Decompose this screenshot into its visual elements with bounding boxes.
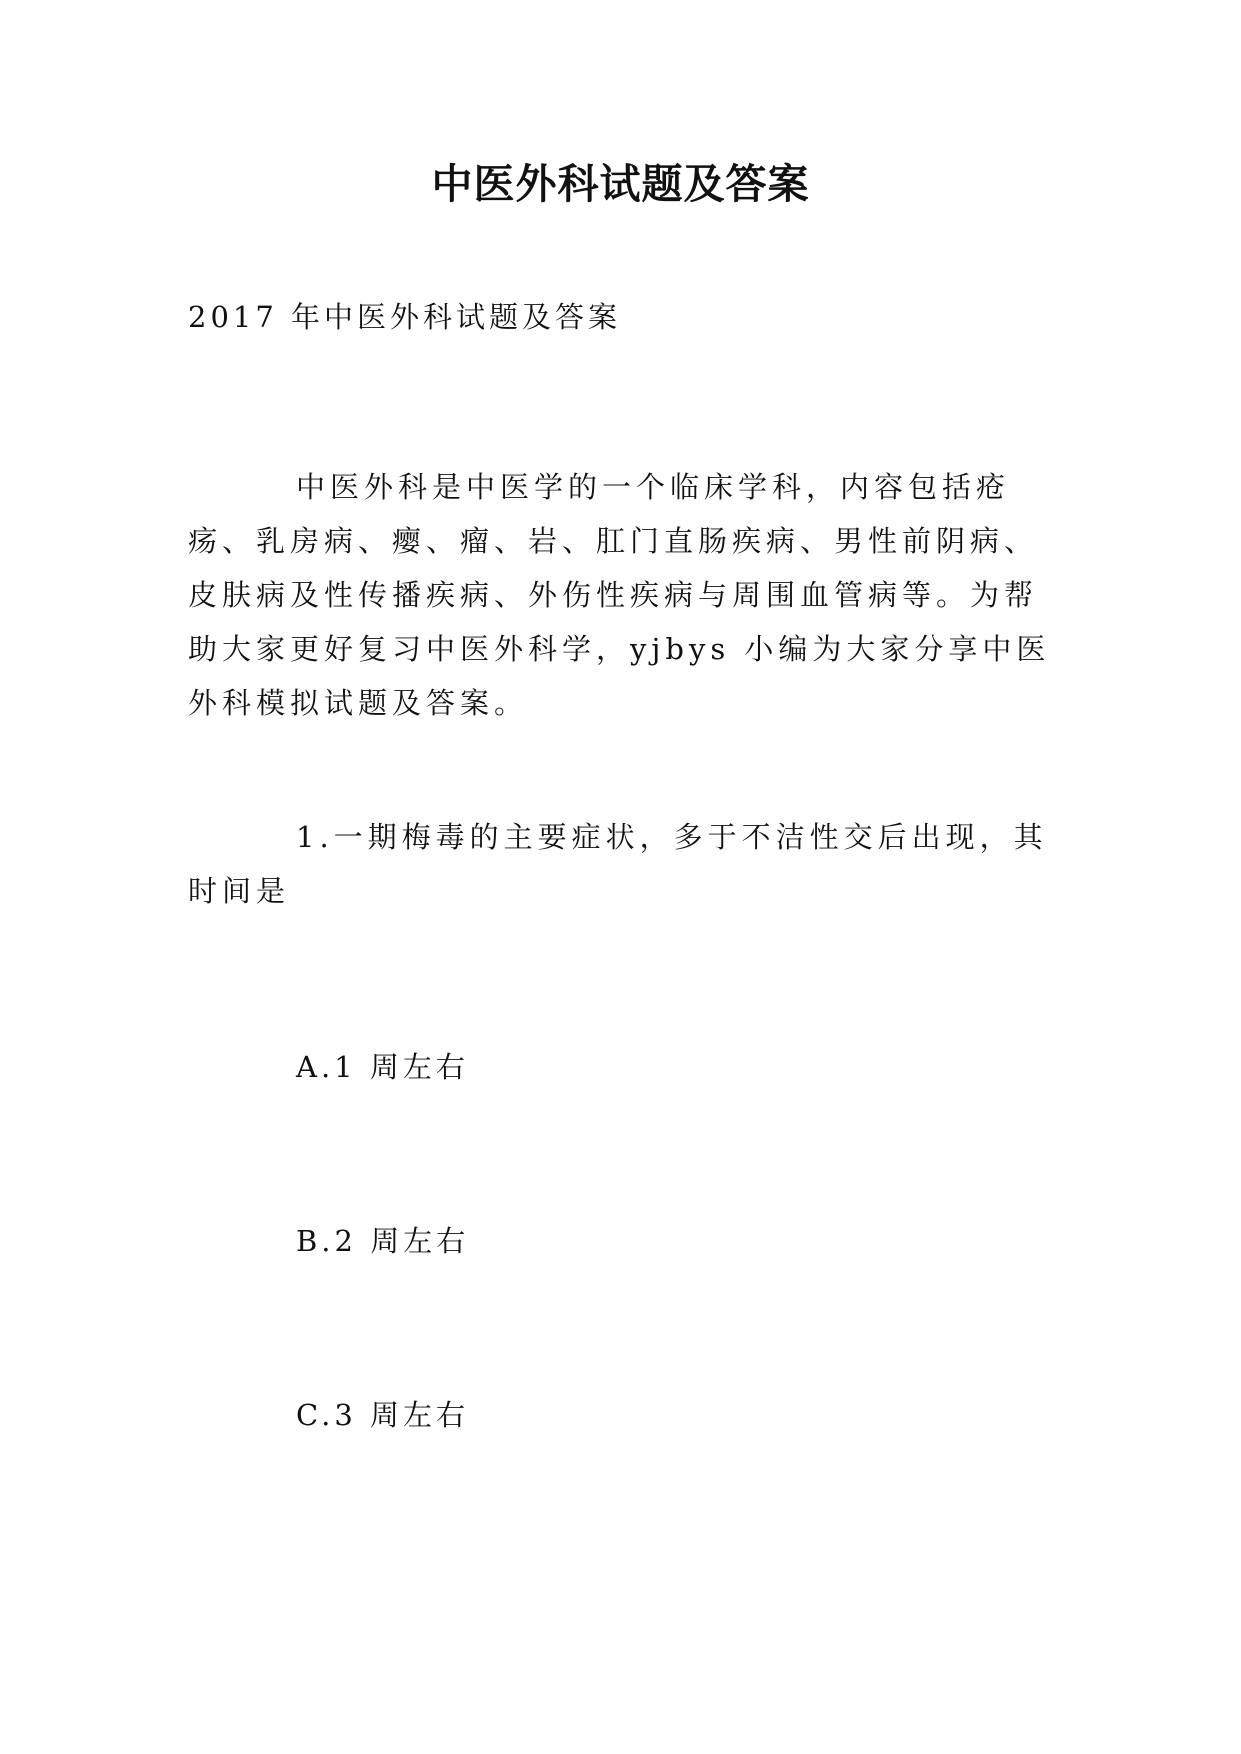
document-title: 中医外科试题及答案 [431,160,810,208]
option-a: A.1 周左右 [296,1050,469,1084]
question-1-text: 1.一期梅毒的主要症状，多于不洁性交后出现，其时间是 [188,820,1048,908]
intro-paragraph: 中医外科是中医学的一个临床学科，内容包括疮疡、乳房病、瘿、瘤、岩、肛门直肠疾病、男性前阴病、皮肤病及性传播疾病、外伤性疾病与周围血管病等。为帮助大家更好复习中医外科学，yjbys 小编为大家分享中医外科模拟试题及答案。 [188,470,1051,720]
document-subtitle: 2017 年中医外科试题及答案 [188,300,622,334]
option-b: B.2 周左右 [296,1224,470,1258]
option-c: C.3 周左右 [296,1398,470,1432]
